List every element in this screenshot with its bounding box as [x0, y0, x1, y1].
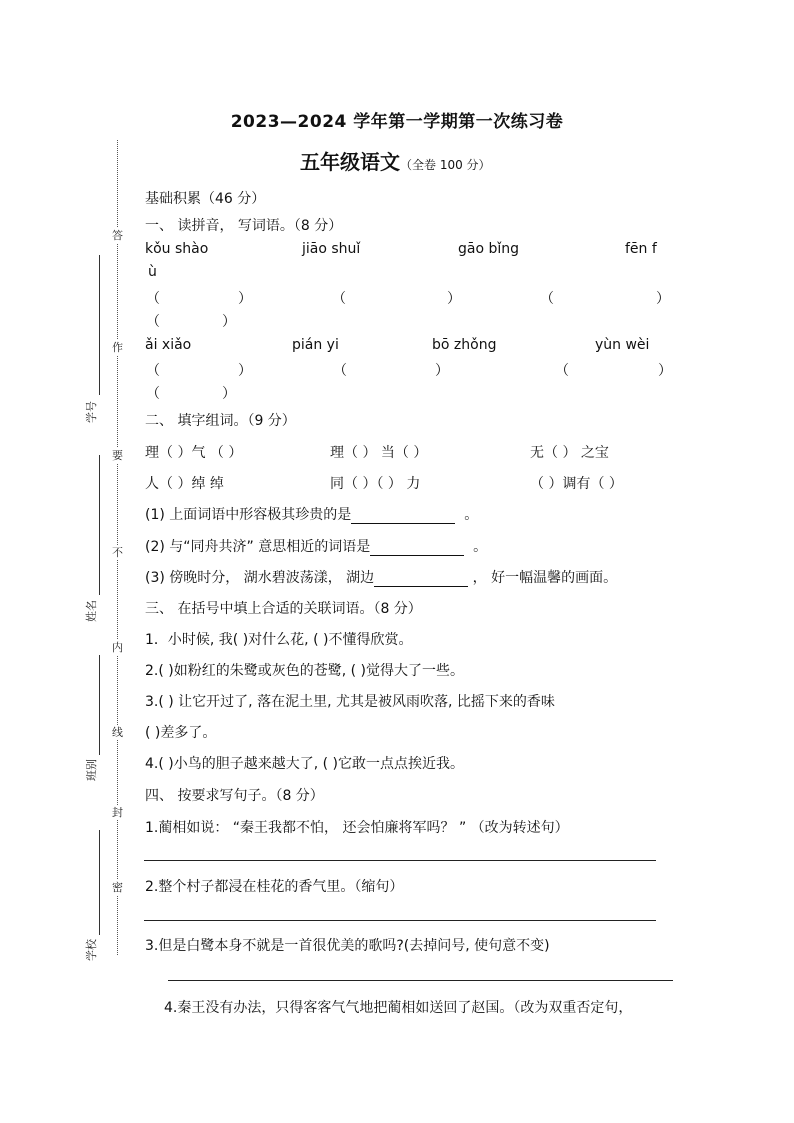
seal-char-7: 封 [112, 806, 123, 819]
q1-pinyin-4: fēn f [625, 241, 657, 257]
exam-title: 2023—2024 学年第一学期第一次练习卷 [230, 112, 564, 132]
q1-bracket-4-close: ） [222, 314, 236, 330]
subject-name: 五年级语文 [300, 150, 400, 174]
q1-bracket-7-close: ） [658, 363, 672, 379]
q2-sub-1-blank[interactable] [351, 509, 455, 524]
q3-sentence-2[interactable]: 2.( )如粉红的朱鹭或灰色的苍鹭, ( )觉得大了一些。 [145, 663, 465, 679]
q2-item-5[interactable]: 同（ ）（ ） 力 [330, 476, 421, 492]
q2-sub-2-blank[interactable] [370, 541, 464, 556]
q1-heading: 一、 读拼音， 写词语。（8 分） [145, 218, 343, 234]
q1-bracket-3-close: ） [656, 291, 670, 307]
q1-pinyin-8: yùn wèi [595, 337, 650, 353]
q4-answer-line-1[interactable] [144, 860, 656, 861]
q1-bracket-1-open[interactable]: （ [146, 291, 160, 307]
q1-bracket-4-open[interactable]: （ [146, 314, 160, 330]
q2-item-1[interactable]: 理（ ）气 （ ） [145, 445, 243, 461]
q2-item-6[interactable]: （ ）调有（ ） [530, 476, 623, 492]
q1-bracket-3-open[interactable]: （ [540, 291, 554, 307]
q3-sentence-3[interactable]: 3.( ) 让它开过了, 落在泥土里, 尤其是被风雨吹落, 比摇下来的香味 [145, 694, 555, 710]
seal-char-8: 密 [112, 881, 123, 894]
q3-sentence-4[interactable]: 4.( )小鸟的胆子越来越大了, ( )它敢一点点挨近我。 [145, 756, 465, 772]
q4-sentence-2: 2.整个村子都浸在桂花的香气里。（缩句） [145, 879, 404, 895]
q2-sub-2-text: (2) 与“同舟共济” 意思相近的词语是 [145, 539, 371, 555]
q2-sub-1-end: 。 [464, 507, 479, 523]
q4-heading: 四、 按要求写句子。（8 分） [145, 788, 324, 804]
student-id-rule [99, 255, 100, 395]
q1-bracket-2-open[interactable]: （ [332, 291, 346, 307]
q1-pinyin-3: gāo bǐng [458, 241, 520, 257]
q4-sentence-1: 1.蔺相如说： “秦王我都不怕， 还会怕廉将军吗？ ” （改为转述句） [145, 820, 569, 836]
q1-pinyin-2: jiāo shuǐ [302, 241, 361, 257]
q2-sub-2 [145, 536, 487, 556]
q3-heading: 三、 在括号中填上合适的关联词语。（8 分） [145, 601, 422, 617]
school-label: 学校 [85, 939, 98, 961]
q4-sentence-3: 3.但是白鹭本身不就是一首很优美的歌吗?(去掉问号, 使句意不变) [145, 938, 550, 954]
q1-bracket-7-open[interactable]: （ [555, 363, 569, 379]
q1-pinyin-5: ǎi xiǎo [145, 337, 192, 353]
q1-pinyin-6: pián yi [292, 337, 339, 353]
q4-answer-line-3[interactable] [168, 980, 673, 981]
q1-pinyin-4-wrap: ù [148, 264, 157, 280]
q2-heading: 二、 填字组词。（9 分） [145, 413, 296, 429]
q2-sub-1 [145, 504, 478, 524]
q1-pinyin-7: bō zhǒng [432, 337, 497, 353]
q1-bracket-6-close: ） [435, 363, 449, 379]
q4-answer-line-2[interactable] [144, 920, 656, 921]
q2-item-4[interactable]: 人（ ）绰 绰 [145, 476, 224, 492]
class-label: 班别 [85, 759, 98, 781]
q1-bracket-8-close: ） [222, 386, 236, 402]
q2-sub-2-end: 。 [473, 539, 488, 555]
q2-sub-3-blank[interactable] [374, 572, 468, 587]
exam-subject [300, 146, 491, 175]
q2-item-3[interactable]: 无（ ） 之宝 [530, 445, 609, 461]
q4-sentence-4: 4.秦王没有办法，只得客客气气地把蔺相如送回了赵国。（改为双重否定句， [164, 1000, 633, 1016]
school-rule [99, 830, 100, 935]
q1-bracket-6-open[interactable]: （ [333, 363, 347, 379]
q2-sub-3-text: (3) 傍晚时分， 湖水碧波荡漾， 湖边 [145, 570, 375, 586]
section-basic-heading: 基础积累（46 分） [145, 191, 266, 207]
class-rule [99, 655, 100, 755]
q1-bracket-2-close: ） [447, 291, 461, 307]
seal-char-1: 答 [112, 229, 123, 242]
seal-char-4: 不 [112, 546, 123, 559]
q2-sub-3 [145, 567, 617, 587]
seal-char-3: 要 [112, 449, 123, 462]
seal-char-6: 线 [112, 726, 123, 739]
seal-char-5: 内 [112, 641, 123, 654]
q1-bracket-5-open[interactable]: （ [146, 363, 160, 379]
q2-sub-1-text: (1) 上面词语中形容极其珍贵的是 [145, 507, 352, 523]
total-score-note: （全卷 100 分） [400, 158, 491, 172]
name-label: 姓名 [85, 600, 98, 622]
q3-sentence-3-cont[interactable]: ( )差多了。 [145, 725, 217, 741]
q2-sub-3-end: ， 好一幅温馨的画面。 [472, 570, 618, 586]
name-rule [99, 455, 100, 595]
q1-pinyin-1: kǒu shào [145, 241, 209, 257]
q1-bracket-8-open[interactable]: （ [146, 386, 160, 402]
seal-char-2: 作 [112, 341, 123, 354]
q1-bracket-5-close: ） [238, 363, 252, 379]
q1-bracket-1-close: ） [238, 291, 252, 307]
q2-item-2[interactable]: 理（ ） 当（ ） [330, 445, 428, 461]
student-id-label: 学号 [85, 401, 98, 423]
q3-sentence-1[interactable]: 1．小时候, 我( )对什么花, ( )不懂得欣赏。 [145, 632, 413, 648]
